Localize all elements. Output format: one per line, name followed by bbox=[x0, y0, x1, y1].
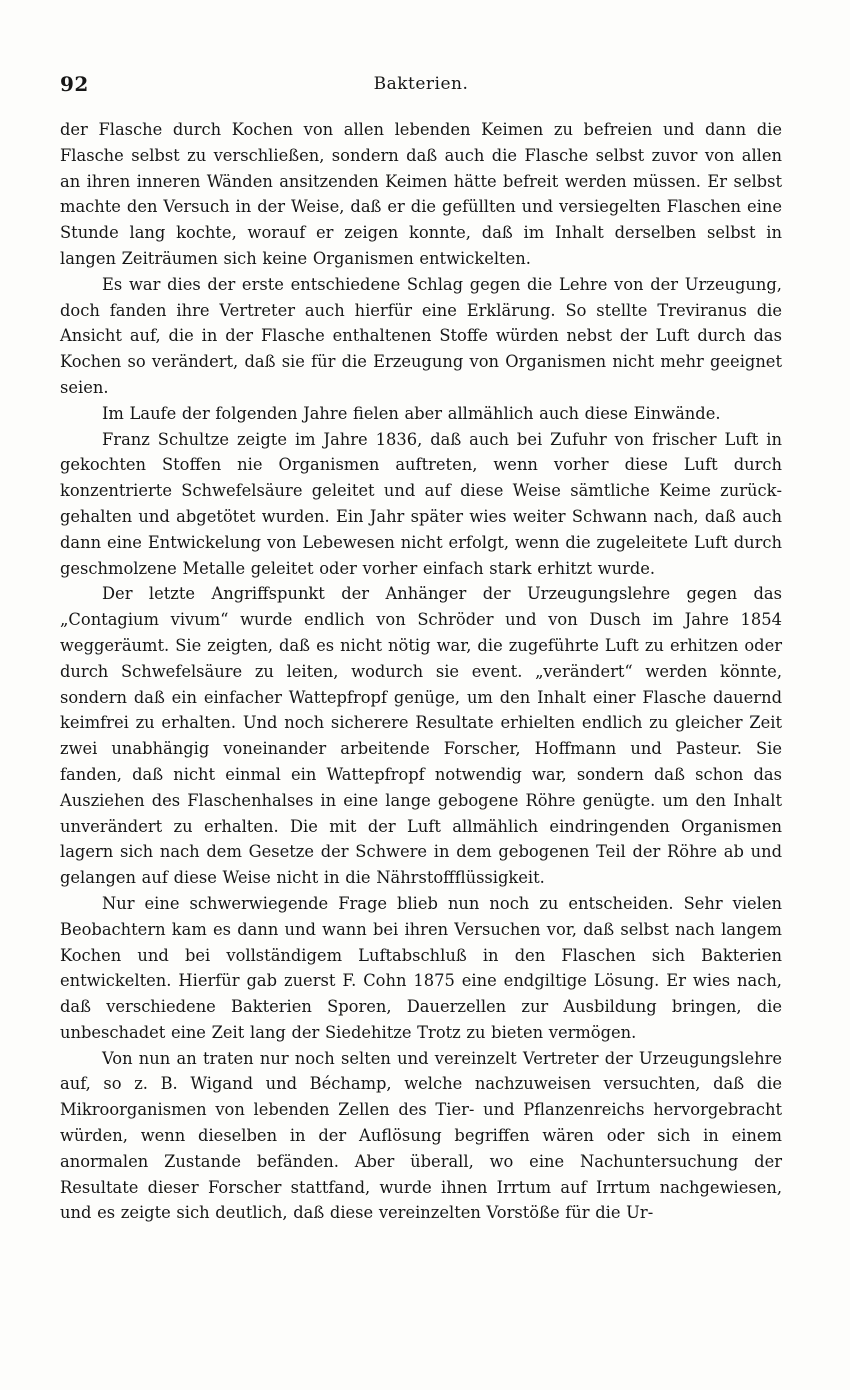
running-head: Bakterien. bbox=[373, 74, 469, 94]
paragraph: Es war dies der erste entschiedene Schlag gegen die Lehre von der Urzeugung, doch fanden ihre Vertreter auch hierfür eine Erklärung. So stellte Treviranus die Ansicht auf, die in der Flasche enthaltenen Stoffe würden nebst der Luft durch das Kochen so verändert, daß sie für die Erzeugung von Organismen nicht mehr geeignet seien. bbox=[60, 274, 782, 397]
paragraph: Von nun an traten nur noch selten und vereinzelt Vertreter der Urzeugungslehre auf, so z. B. Wigand und Béchamp, welche nachzuweisen versuchten, daß die Mikroorganismen von lebenden Zellen des Tier- und Pflanzenreichs hervorgebracht würden, wenn dieselben in der Auflösung begriffen wären oder sich in einem anormalen Zustande befänden. Aber überall, wo eine Nachuntersuchung der Resultate dieser Forscher stattfand, wurde ihnen Irrtum auf Irrtum nachgewiesen, und es zeigte sich deutlich, daß diese vereinzelten Vorstöße für die Ur- bbox=[60, 1048, 782, 1223]
body-text bbox=[60, 117, 782, 1226]
paragraph: Im Laufe der folgenden Jahre fielen aber allmählich auch diese Einwände. bbox=[102, 403, 721, 423]
paragraph: Nur eine schwerwiegende Frage blieb nun noch zu entscheiden. Sehr vielen Beobachtern kam es dann und wann bei ihren Versuchen vor, daß selbst nach langem Kochen und bei vollständigem Luftabschluß in den Flaschen sich Bakterien entwickelten. Hierfür gab zuerst F. Cohn 1875 eine endgiltige Lösung. Er wies nach, daß verschiedene Bakterien Sporen, Dauerzellen zur Ausbildung bringen, die unbeschadet eine Zeit lang der Siedehitze Trotz zu bieten vermögen. bbox=[60, 893, 782, 1042]
page-header bbox=[60, 72, 782, 100]
paragraph: Der letzte Angriffspunkt der Anhänger der Urzeugungslehre gegen das „Contagium vivum“ wurde endlich von Schröder und von Dusch im Jahre 1854 weggeräumt. Sie zeigten, daß es nicht nötig war, die zugeführte Luft zu erhitzen oder durch Schwefelsäure zu leiten, wodurch sie event. „verändert“ werden könnte, sondern daß ein einfacher Wattepfropf genüge, um den Inhalt einer Flasche dauernd keimfrei zu erhalten. Und noch sicherere Resultate erhielten endlich zu gleicher Zeit zwei unabhängig voneinander arbeitende Forscher, Hoffmann und Pasteur. Sie fanden, daß nicht einmal ein Wattepfropf notwendig war, sondern daß schon das Ausziehen des Flaschenhalses in eine lange gebogene Röhre genügte. um den Inhalt unverändert zu erhalten. Die mit der Luft allmählich eindringenden Organismen lagern sich nach dem Gesetze der Schwere in dem gebogenen Teil der Röhre ab und gelangen auf diese Weise nicht in die Nährstoffflüssigkeit. bbox=[60, 584, 782, 888]
paragraph: Franz Schultze zeigte im Jahre 1836, daß auch bei Zufuhr von frischer Luft in gekochten Stoffen nie Organismen auftreten, wenn vorher diese Luft durch konzentrierte Schwefelsäure geleitet und auf diese Weise sämtliche Keime zurückgehalten und abgetötet wurden. Ein Jahr später wies weiter Schwann nach, daß auch dann eine Entwickelung von Lebewesen nicht erfolgt, wenn die zugeleitete Luft durch geschmolzene Metalle geleitet oder vorher einfach stark erhitzt wurde. bbox=[60, 429, 782, 578]
paragraph-continuation: der Flasche durch Kochen von allen lebenden Keimen zu befreien und dann die Flasche selbst zu verschließen, sondern daß auch die Flasche selbst zuvor von allen an ihren inneren Wänden ansitzenden Keimen hätte befreit werden müssen. Er selbst machte den Versuch in der Weise, daß er die gefüllten und versiegelten Flaschen eine Stunde lang kochte, worauf er zeigen konnte, daß im Inhalt derselben selbst in langen Zeiträumen sich keine Organismen entwickelten. bbox=[60, 120, 782, 268]
page-number: 92 bbox=[60, 72, 89, 96]
